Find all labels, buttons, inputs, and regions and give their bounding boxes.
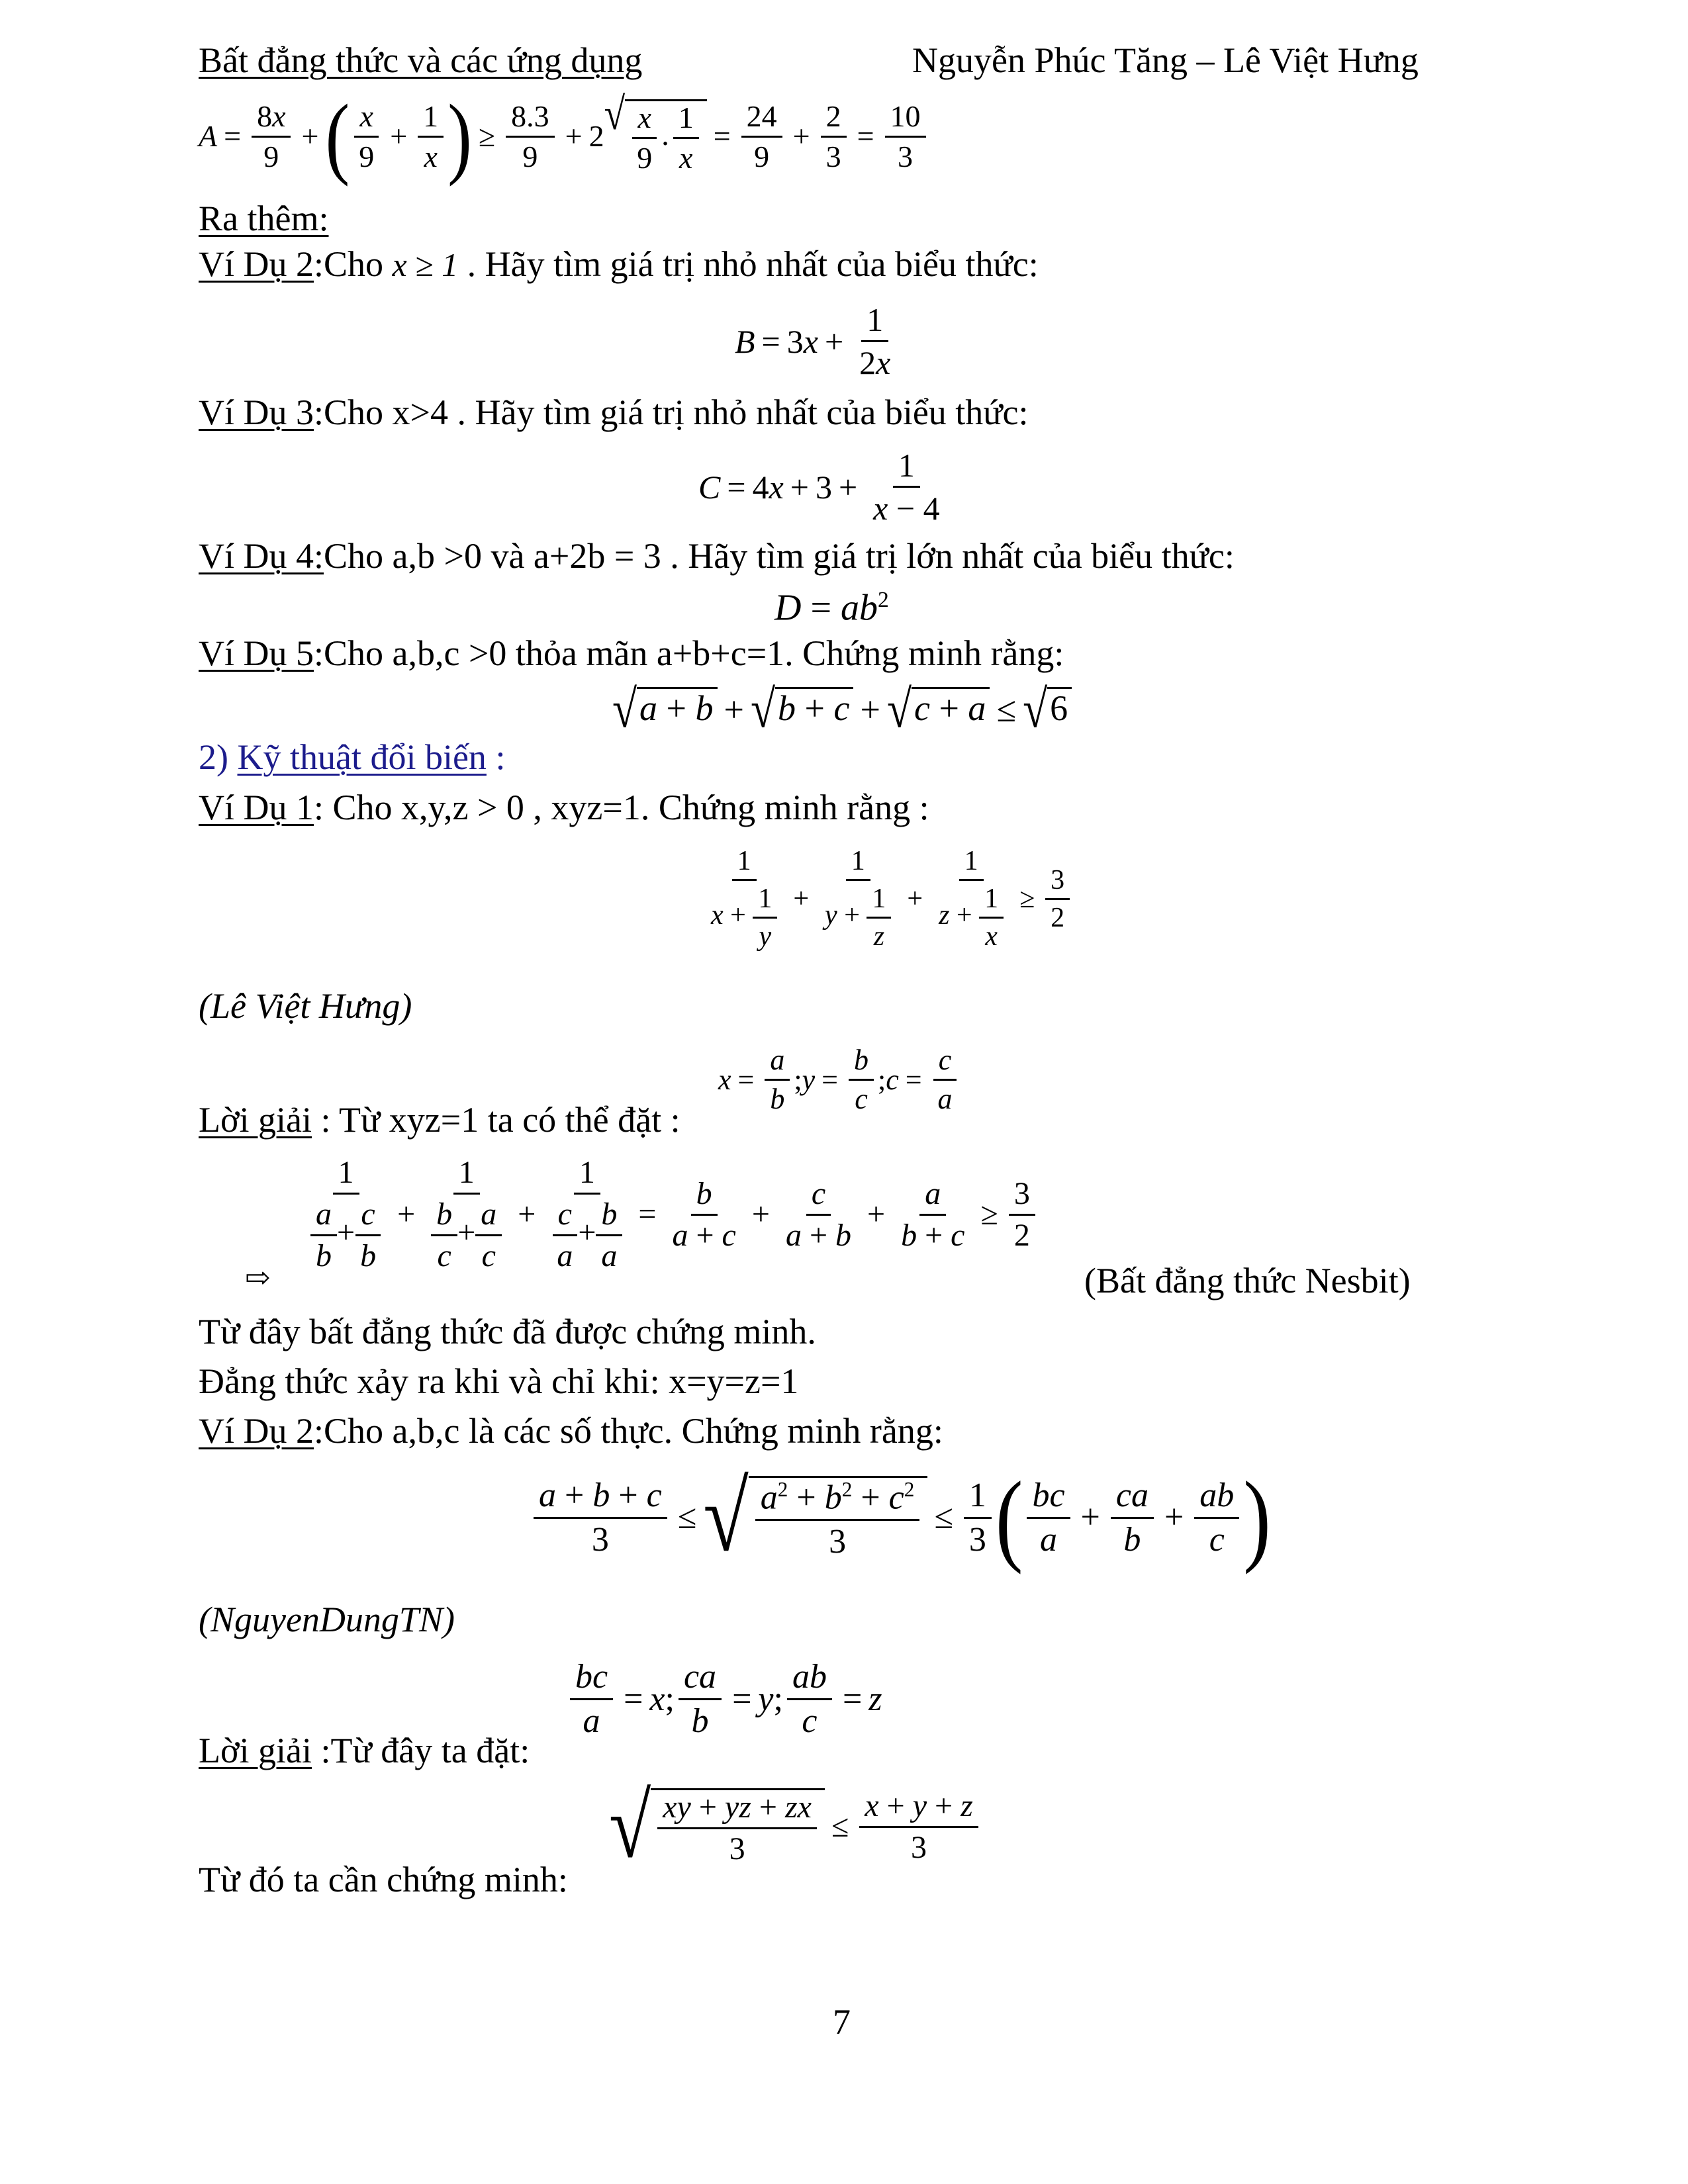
formula-d: $D = ab^2$ — [774, 587, 889, 629]
ex1-formula: 1 x + $\frac{1}{y}$ + 1 y + $\frac{1}{z}$ + 1 z + $\frac{1}{x}$ ≥ $\frac{3}{2}$ — [702, 847, 1074, 950]
ex2-solution-label: Lời giải — [199, 1731, 312, 1770]
ra-them: Ra thêm: — [199, 199, 329, 238]
example-4-line: Ví Dụ 4:Cho a,b >0 và a+2b = 3 . Hãy tìm giá trị lớn nhất của biểu thức: — [199, 536, 1235, 576]
ex2-line: Ví Dụ 2:Cho a,b,c là các số thực. Chứng minh rằng: — [199, 1411, 943, 1451]
ex1-substitution: x = $\frac{a}{b}$ ; y = $\frac{b}{c}$ ; c = $\frac{c}{a}$ — [718, 1046, 962, 1114]
ex2-author: (NguyenDungTN) — [199, 1600, 455, 1639]
ex2-solution-line: Lời giải :Từ đây ta đặt: — [199, 1731, 530, 1770]
ex2-label: Ví Dụ 2 — [199, 1411, 314, 1451]
ex1-line: Ví Dụ 1: Cho x,y,z > 0 , xyz=1. Chứng minh rằng : — [199, 788, 929, 827]
implies-arrow-icon: ⇨ — [245, 1261, 271, 1295]
header-title: Bất đẳng thức và các ứng dụng — [199, 40, 643, 80]
header-authors: Nguyễn Phúc Tăng – Lê Việt Hưng — [912, 40, 1419, 80]
example-2-line: Ví Dụ 2:Cho x ≥ 1 . Hãy tìm giá trị nhỏ nhất của biểu thức: — [199, 244, 1039, 284]
ex1-solution-line: Lời giải : Từ xyz=1 ta có thể đặt : — [199, 1100, 680, 1140]
ex1-author: (Lê Việt Hưng) — [199, 986, 412, 1026]
formula-c: C = 4 x + 3 + $\frac{1}{x - 4}$ — [698, 447, 940, 527]
example-5-label: Ví Dụ 5 — [199, 633, 314, 673]
formula-b: B = 3 x + $\frac{1}{2x}$ — [735, 301, 891, 381]
formula-sqrt-sum: √ a + b + √ b + c + √ c + a ≤ √ 6 — [612, 687, 1072, 732]
ex1-transformed: 1 $\frac{a}{b}$ + $\frac{c}{b}$ + 1 $\frac{b}{c}$ + $\frac{a}{c}$ + 1 $\frac{c}{a}$ + $\frac{b}{a}$ = $\frac{b}{a + c}$ + $\frac{c}{a + b}$ + $\frac{a}{b + c}$ ≥ $\frac{3}{2}$ — [301, 1157, 1039, 1272]
ex1-nesbit: (Bất đẳng thức Nesbit) — [1084, 1261, 1411, 1300]
ex2-need-formula: √ $\frac{xy + yz + zx}{3}$ ≤ $\frac{x + y + z}{3}$ — [609, 1788, 982, 1865]
example-3-label: Ví Dụ 3 — [199, 392, 314, 432]
ex2-need: Từ đó ta cần chứng minh: — [199, 1860, 568, 1899]
section-2-title: Kỹ thuật đổi biến — [237, 737, 487, 777]
formula-a: A = $\frac{8x}{9}$ + ( $\frac{x}{9}$ + $\frac{1}{x}$ ) ≥ $\frac{8.3}{9}$ + 2 √ $\frac{x}{9}$ . $\frac{1}{x}$ = $\frac{24}{9}$ + $\frac{2}{3}$ = $\frac{10}{3}$ — [199, 99, 930, 173]
example-3-line: Ví Dụ 3:Cho x>4 . Hãy tìm giá trị nhỏ nhất của biểu thức: — [199, 392, 1029, 432]
ex2-substitution: $\frac{bc}{a}$ = x ; $\frac{ca}{b}$ = y ; $\frac{ab}{c}$ = z — [566, 1660, 882, 1739]
page-number: 7 — [833, 2002, 851, 2042]
example-5-line: Ví Dụ 5:Cho a,b,c >0 thỏa mãn a+b+c=1. Chứng minh rằng: — [199, 633, 1064, 673]
example-2-label: Ví Dụ 2 — [199, 244, 314, 284]
ex1-solution-label: Lời giải — [199, 1100, 312, 1140]
ex1-label: Ví Dụ 1 — [199, 788, 314, 827]
example-4-label: Ví Dụ 4: — [199, 536, 324, 576]
ex1-equality: Đẳng thức xảy ra khi và chỉ khi: x=y=z=1 — [199, 1361, 799, 1401]
section-2-heading: 2) Kỹ thuật đổi biến : — [199, 737, 506, 777]
ex1-proved: Từ đây bất đẳng thức đã được chứng minh. — [199, 1312, 816, 1351]
ex2-formula: $\frac{a + b + c}{3}$ ≤ √ $\frac{a^2 + b^2 + c^2}{3}$ ≤ $\frac{1}{3}$ ( $\frac{bc}{a}$ + $\frac{ca}{b}$ + $\frac{ab}{c}$ ) — [530, 1476, 1271, 1559]
